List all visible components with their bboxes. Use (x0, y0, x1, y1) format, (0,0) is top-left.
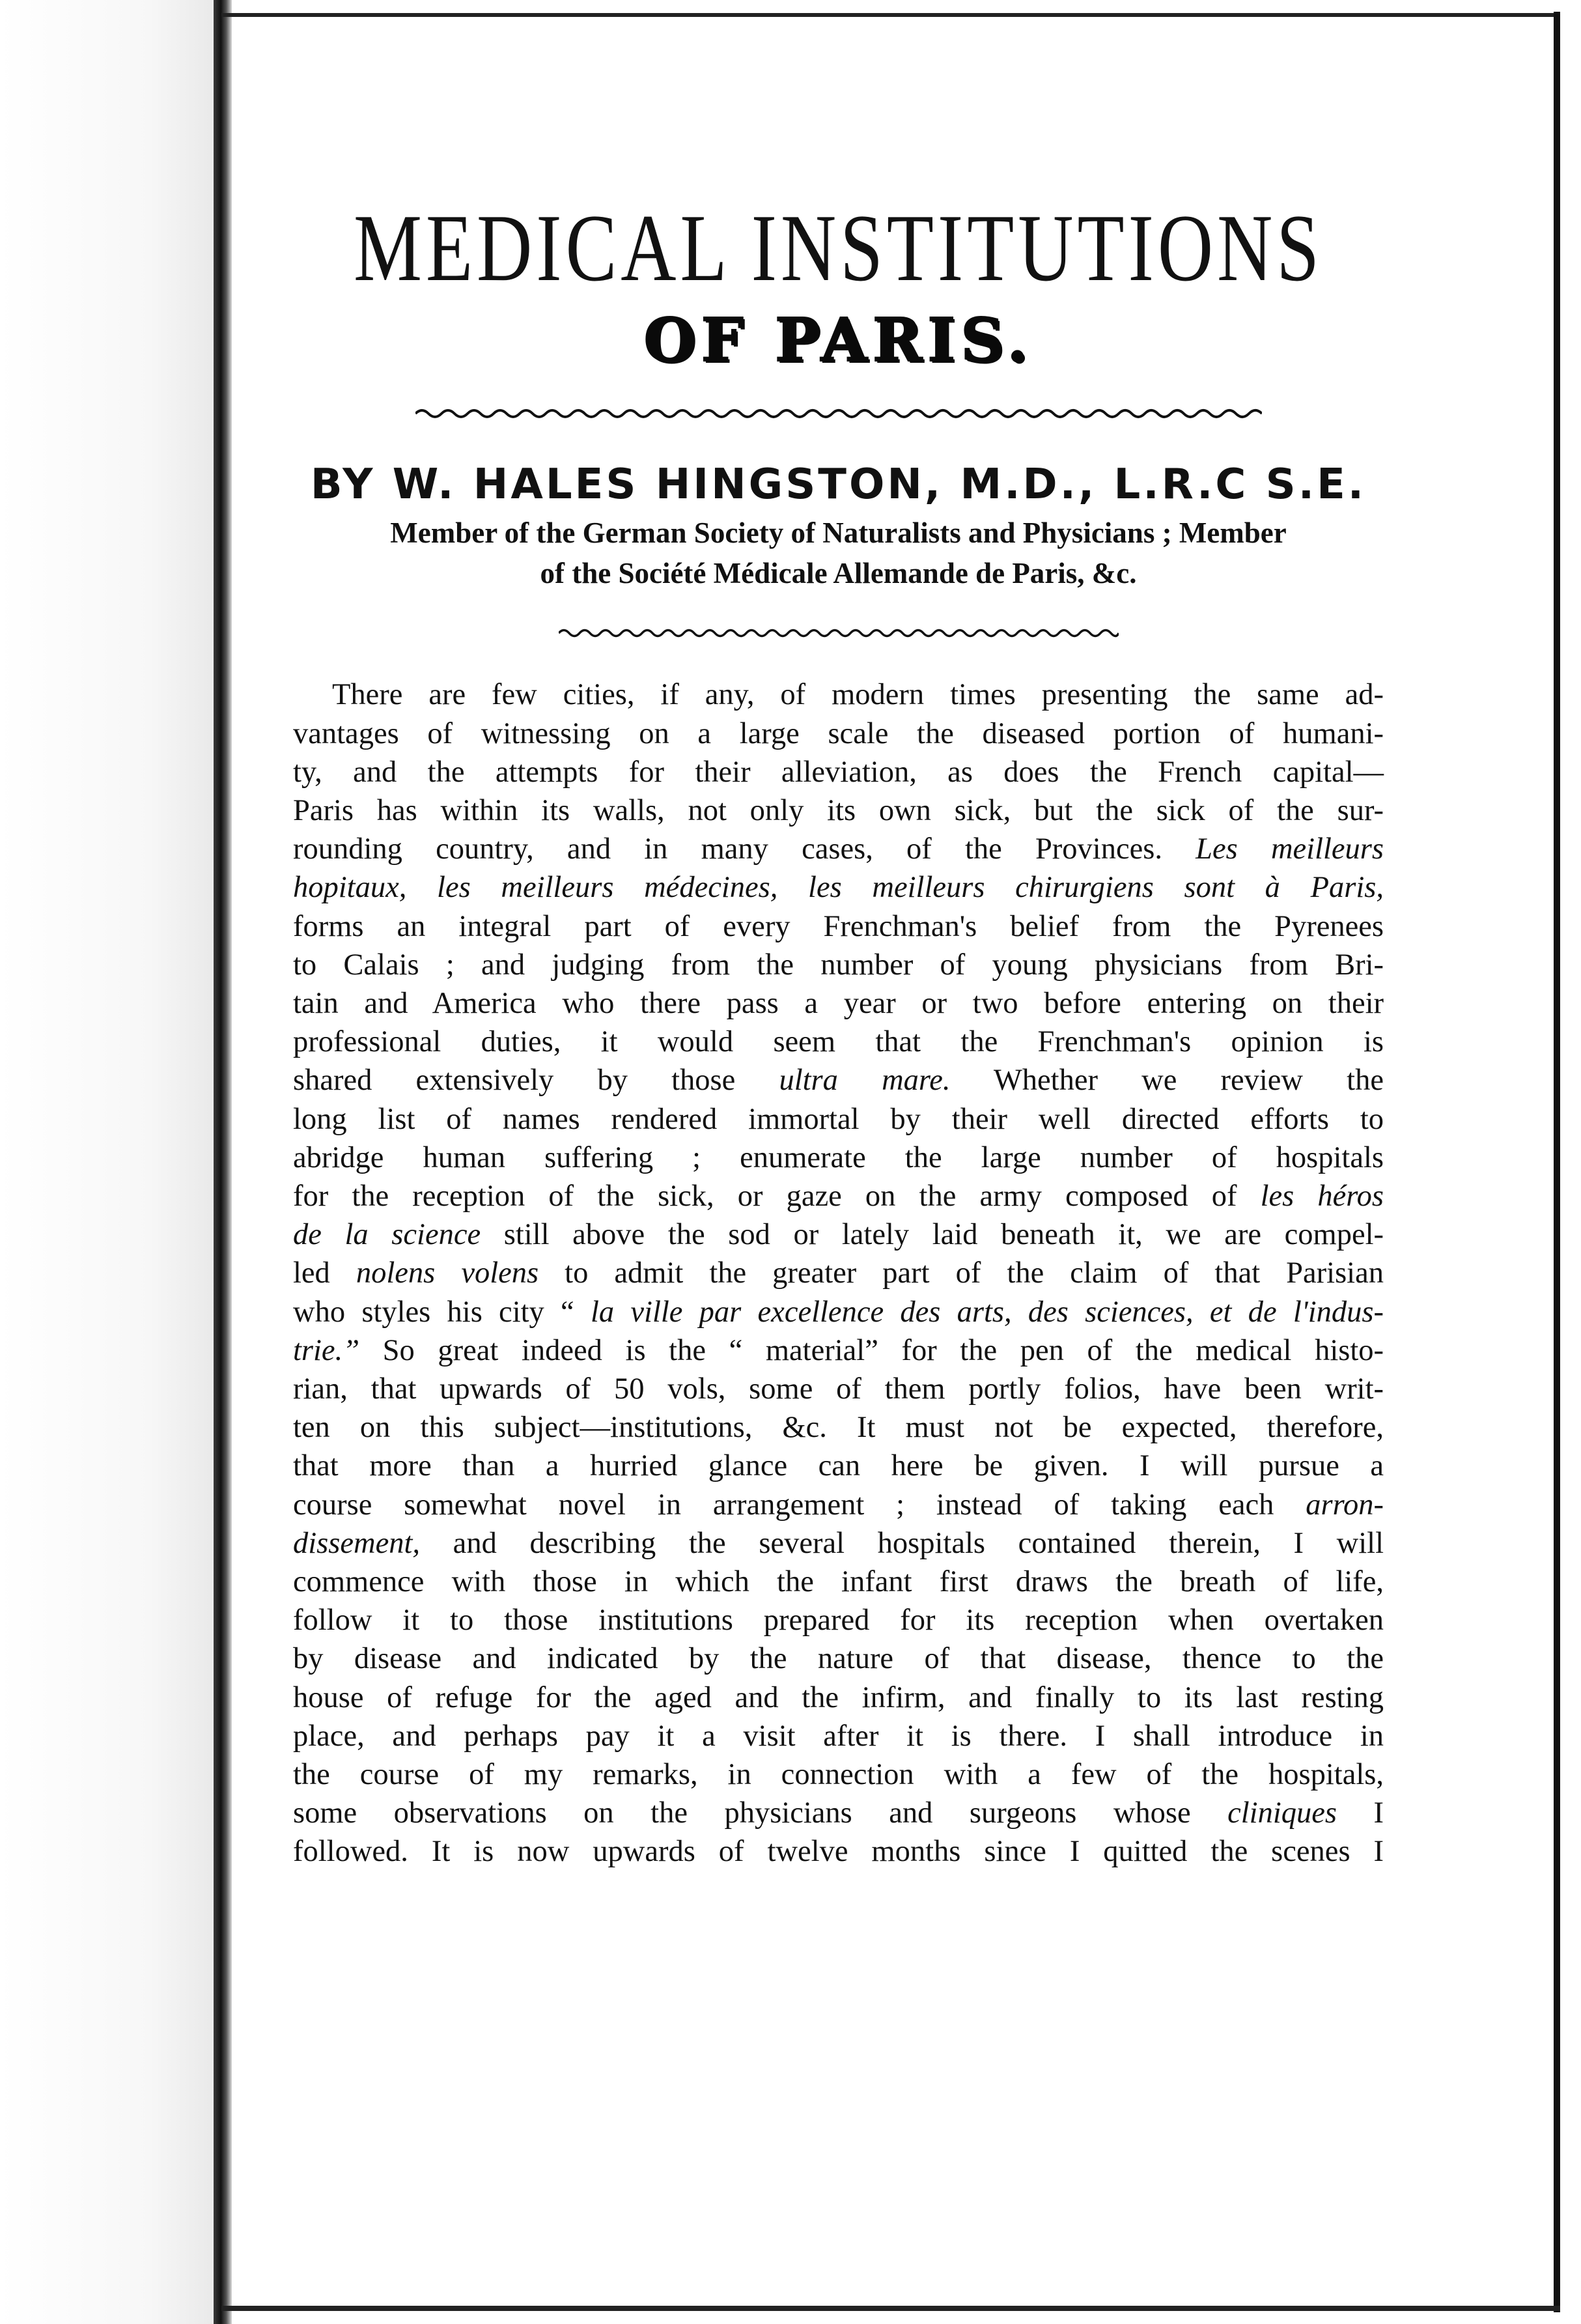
body-text-run: ty, and the attempts for their alleviation, as does the French capital— (293, 755, 1384, 789)
body-text-run: rian, that upwards of 50 vols, some of them portly folios, have been writ- (293, 1372, 1384, 1406)
body-text-run: the course of my remarks, in connection with a few of the hospitals, (293, 1758, 1384, 1792)
body-line (293, 984, 1384, 1023)
body-text-run: abridge human suffering ; enumerate the large number of hospitals (293, 1141, 1384, 1174)
body-line (293, 1832, 1384, 1871)
affiliation-line-1: Member of the German Society of Naturalists and Physicians ; Member (390, 517, 1287, 550)
book-gutter (214, 0, 232, 2324)
body-text-run: professional duties, it would seem that the Frenchman's opinion is (293, 1025, 1384, 1059)
body-line (293, 1717, 1384, 1755)
body-paragraph (293, 675, 1384, 1871)
body-line (293, 1139, 1384, 1177)
body-line (293, 1331, 1384, 1370)
body-line (293, 868, 1384, 907)
italic-text: ultra mare. (779, 1064, 951, 1098)
body-text-run: still above the sod or lately laid beneath it, we are compel- (481, 1218, 1384, 1252)
affiliation-line-2: of the Société Médicale Allemande de Paris, &c. (540, 557, 1137, 590)
body-line (293, 1486, 1384, 1524)
body-text-run: to admit the greater part of the claim of that Parisian (539, 1256, 1384, 1290)
italic-text: la ville par excellence des arts, des sciences, et de l'indus- (590, 1295, 1384, 1329)
ornamental-rule-bottom (559, 626, 1119, 640)
body-line (293, 1524, 1384, 1563)
body-text-run: long list of names rendered immortal by their well directed efforts to (293, 1102, 1384, 1136)
italic-text: dissement, (293, 1526, 421, 1560)
body-line (293, 1679, 1384, 1717)
body-text-run: to Calais ; and judging from the number of young physicians from Bri- (293, 948, 1384, 982)
body-text-run: for the reception of the sick, or gaze on the army composed of (293, 1180, 1261, 1213)
body-line (293, 1177, 1384, 1215)
document-title: MEDICAL INSTITUTIONS (354, 194, 1323, 302)
body-text-run: rounding country, and in many cases, of the Provinces. (293, 832, 1196, 866)
body-line (293, 675, 1384, 714)
italic-text: trie.” (293, 1333, 360, 1367)
page-bottom-border (221, 2306, 1560, 2311)
body-line (293, 1563, 1384, 1601)
body-line (293, 1023, 1384, 1061)
body-text-run: tain and America who there pass a year or two before entering on their (293, 987, 1384, 1020)
italic-text: Les meilleurs (1196, 832, 1384, 866)
body-text-run: There are few cities, if any, of modern times presenting the same ad- (332, 678, 1384, 712)
body-text-run: Paris has within its walls, not only its own sick, but the sick of the sur- (293, 793, 1384, 827)
page-top-border (221, 13, 1560, 17)
body-text-run: So great indeed is the “ material” for the pen of the medical histo- (359, 1333, 1384, 1367)
italic-text: arron- (1306, 1488, 1384, 1522)
italic-text: les héros (1260, 1180, 1384, 1213)
body-text-run: vantages of witnessing on a large scale the diseased portion of humani- (293, 716, 1384, 750)
body-text-run: Whether we review the (950, 1064, 1384, 1098)
body-line (293, 1370, 1384, 1408)
body-text-run: followed. It is now upwards of twelve months since I quitted the scenes I (293, 1835, 1384, 1869)
facing-page-edge (0, 0, 215, 2324)
body-line (293, 791, 1384, 830)
body-line (293, 715, 1384, 753)
italic-text: hopitaux, les meilleurs médecines, les meilleurs chirurgiens sont à Paris, (293, 871, 1384, 905)
italic-text: cliniques (1227, 1796, 1337, 1830)
body-text-run: by disease and indicated by the nature of that disease, thence to the (293, 1642, 1384, 1676)
body-line (293, 1254, 1384, 1292)
body-line (293, 1408, 1384, 1447)
body-text-run: follow it to those institutions prepared for its reception when overtaken (293, 1604, 1384, 1637)
body-text-run: commence with those in which the infant first draws the breath of life, (293, 1565, 1384, 1599)
body-text-run: led (293, 1256, 356, 1290)
body-line (293, 1755, 1384, 1794)
body-line (293, 1061, 1384, 1099)
body-text-run: some observations on the physicians and surgeons whose (293, 1796, 1228, 1830)
author-line: BY W. HALES HINGSTON, M.D., L.R.C S.E. (310, 460, 1367, 509)
body-line (293, 1601, 1384, 1639)
body-text-run: course somewhat novel in arrangement ; instead of taking each (293, 1488, 1306, 1522)
body-text-run: I (1337, 1796, 1384, 1830)
body-line (293, 1794, 1384, 1832)
italic-text: nolens volens (356, 1256, 539, 1290)
page-right-border (1554, 12, 1560, 2312)
body-text-run: who styles his city “ (293, 1295, 591, 1329)
body-line (293, 1293, 1384, 1331)
body-text-run: place, and perhaps pay it a visit after it is there. I shall introduce in (293, 1719, 1384, 1753)
body-text-run: forms an integral part of every Frenchman's belief from the Pyrenees (293, 909, 1384, 943)
body-text-run: house of refuge for the aged and the infirm, and finally to its last resting (293, 1680, 1384, 1714)
page-content (293, 195, 1384, 1871)
body-text-run: ten on this subject—institutions, &c. It must not be expected, therefore, (293, 1411, 1384, 1445)
document-subtitle: OF PARIS. (643, 304, 1033, 375)
body-line (293, 1447, 1384, 1485)
body-line (293, 907, 1384, 946)
body-line (293, 1100, 1384, 1139)
body-line (293, 830, 1384, 868)
body-line (293, 753, 1384, 791)
italic-text: de la science (293, 1218, 481, 1252)
ornamental-rule-top (415, 406, 1262, 421)
body-line (293, 1639, 1384, 1678)
body-text-run: shared extensively by those (293, 1064, 779, 1098)
body-line (293, 1215, 1384, 1254)
body-line (293, 946, 1384, 984)
body-text-run: that more than a hurried glance can here be given. I will pursue a (293, 1449, 1384, 1483)
body-text-run: and describing the several hospitals contained therein, I will (420, 1526, 1384, 1560)
